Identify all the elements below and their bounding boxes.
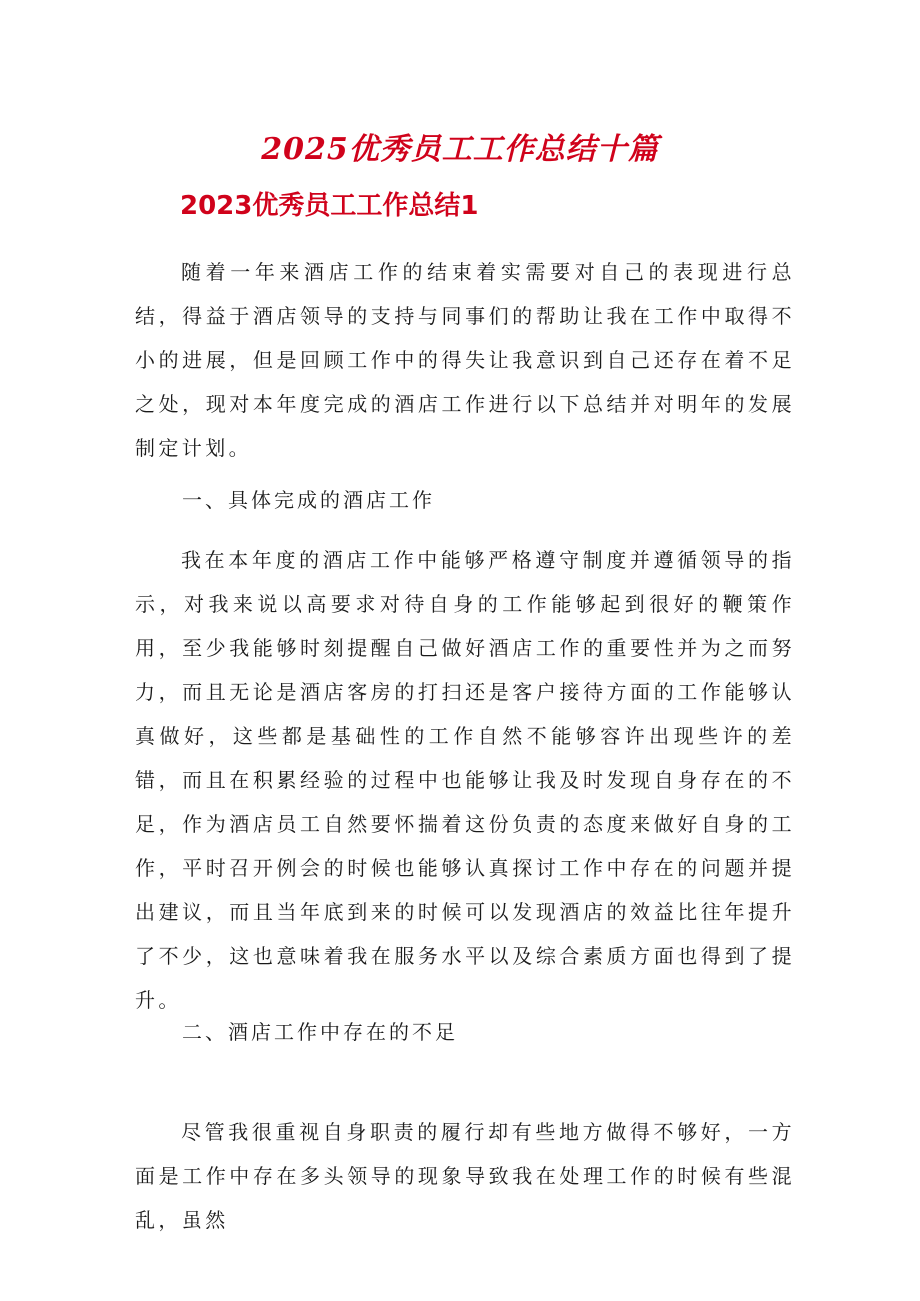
heading-completed-work: 一、具体完成的酒店工作: [182, 488, 435, 512]
paragraph-shortcomings: 尽管我很重视自身职责的履行却有些地方做得不够好，一方面是工作中存在多头领导的现象导致我在处理工作的时候有些混乱，虽然: [135, 1120, 795, 1232]
paragraph-intro: 随着一年来酒店工作的结束着实需要对自己的表现进行总结，得益于酒店领导的支持与同事们的帮助让我在工作中取得不小的进展，但是回顾工作中的得失让我意识到自己还存在着不足之处，现对本年度完成的酒店工作进行以下总结并对明年的发展制定计划。: [135, 260, 795, 460]
heading-shortcomings: 二、酒店工作中存在的不足: [182, 1020, 458, 1044]
document-title: 2025优秀员工工作总结十篇: [261, 132, 659, 167]
section-title: 2023优秀员工工作总结1: [180, 191, 479, 221]
paragraph-completed-work: 我在本年度的酒店工作中能够严格遵守制度并遵循领导的指示，对我来说以高要求对待自身的工作能够起到很好的鞭策作用，至少我能够时刻提醒自己做好酒店工作的重要性并为之而努力，而且无论是酒店客房的打扫还是客户接待方面的工作能够认真做好，这些都是基础性的工作自然不能够容许出现些许的差错，而且在积累经验的过程中也能够让我及时发现自身存在的不足，作为酒店员工自然要怀揣着这份负责的态度来做好自身的工作，平时召开例会的时候也能够认真探讨工作中存在的问题并提出建议，而且当年底到来的时候可以发现酒店的效益比往年提升了不少，这也意味着我在服务水平以及综合素质方面也得到了提升。: [135, 548, 795, 1012]
